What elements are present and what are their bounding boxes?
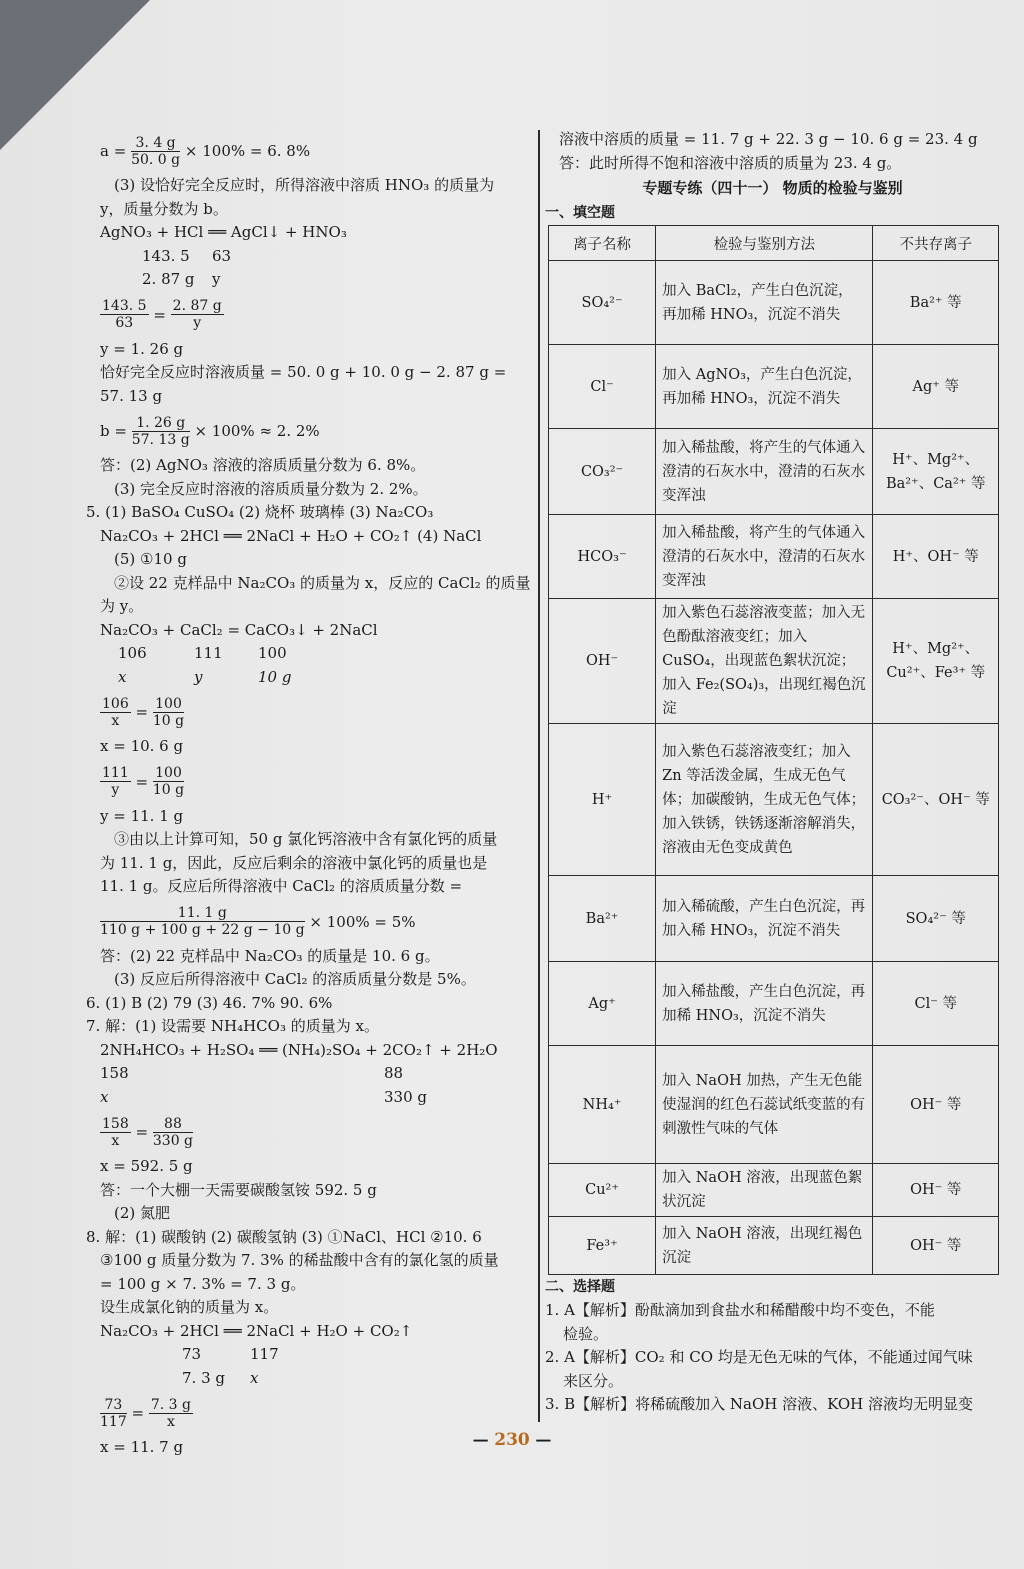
- part-heading: 一、填空题: [545, 205, 615, 221]
- formula-a: [100, 128, 532, 174]
- equation-line: AgNO₃ + HCl ══ AgCl↓ + HNO₃: [100, 223, 347, 241]
- denominator: 63: [115, 315, 134, 331]
- text-line: (3) 反应后所得溶液中 CaCl₂ 的溶质质量分数是 5%。: [114, 970, 476, 988]
- coexist-cell: OH⁻ 等: [873, 1164, 999, 1217]
- text-line: (3) 设恰好完全反应时，所得溶液中溶质 HNO₃ 的质量为: [114, 176, 495, 194]
- proportion: [100, 689, 532, 735]
- formula-rhs: × 100% ≈ 2. 2%: [194, 422, 320, 440]
- numerator: 73: [100, 1397, 127, 1414]
- fraction: [153, 765, 184, 798]
- mass-row: [100, 1062, 532, 1086]
- coexist-cell: SO₄²⁻ 等: [873, 876, 999, 962]
- column-header: 离子名称: [549, 226, 656, 261]
- numerator: 100: [153, 765, 184, 782]
- text-line: y，质量分数为 b。: [100, 199, 228, 218]
- denominator: 110 g + 100 g + 22 g − 10 g: [100, 922, 305, 938]
- table-row: [549, 962, 999, 1046]
- text-line: (5) ①10 g: [114, 550, 187, 568]
- numerator: 111: [102, 765, 129, 781]
- text-line: 为 11. 1 g，因此，反应后剩余的溶液中氯化钙的质量也是: [100, 853, 488, 872]
- equals-sign: =: [135, 703, 149, 721]
- text-line: 来区分。: [563, 1371, 624, 1390]
- text-line: (2) 氮肥: [114, 1204, 171, 1222]
- ion-cell: H⁺: [549, 724, 656, 876]
- denominator: 10 g: [152, 712, 185, 729]
- equals-sign: =: [135, 1123, 149, 1141]
- table-row: [549, 1164, 999, 1217]
- mass-value: 63: [212, 246, 232, 265]
- formula-lhs: b =: [100, 422, 127, 440]
- mass-value: 117: [250, 1345, 279, 1363]
- left-column: [86, 128, 532, 1460]
- method-cell: 加入紫色石蕊溶液变蓝；加入无色酚酞溶液变红；加入 CuSO₄，出现蓝色絮状沉淀；加入 Fe₂(SO₄)₃，出现红褐色沉淀: [656, 599, 873, 724]
- proportion: [100, 759, 532, 805]
- proportion: [100, 1109, 532, 1155]
- equals-sign: =: [135, 772, 149, 791]
- ion-cell: SO₄²⁻: [549, 261, 656, 345]
- section-title: 专题专练（四十一） 物质的检验与鉴别: [642, 179, 903, 197]
- text-line: 1. A【解析】酚酞滴加到食盐水和稀醋酸中均不变色，不能: [545, 1301, 935, 1319]
- ion-cell: Ba²⁺: [549, 876, 656, 962]
- equals-sign: =: [153, 305, 166, 324]
- text-line: 设生成氯化钠的质量为 x。: [100, 1298, 279, 1316]
- table-row: [549, 429, 999, 515]
- mass-row: [100, 245, 532, 269]
- text-line: 溶液中溶质的质量 = 11. 7 g + 22. 3 g − 10. 6 g = 23. 4 g: [559, 130, 978, 148]
- text-line: 答：(2) AgNO₃ 溶液的溶质质量分数为 6. 8%。: [100, 456, 426, 474]
- ion-cell: CO₃²⁻: [549, 429, 656, 515]
- ion-cell: Fe³⁺: [549, 1217, 656, 1275]
- equals-sign: =: [131, 1404, 145, 1422]
- mass-value: 330 g: [384, 1087, 428, 1106]
- text-line: (3) 完全反应时溶液的溶质质量分数为 2. 2%。: [114, 479, 428, 498]
- mass-value: x: [250, 1368, 259, 1387]
- denominator: 117: [100, 1413, 127, 1430]
- denominator: y: [111, 782, 120, 798]
- denominator: 50. 0 g: [131, 151, 181, 168]
- text-line: 答：(2) 22 克样品中 Na₂CO₃ 的质量是 10. 6 g。: [100, 946, 440, 965]
- right-column: [545, 128, 1000, 1417]
- mass-value: 100: [258, 644, 287, 662]
- mass-value: 73: [182, 1345, 202, 1363]
- mass-value: 7. 3 g: [182, 1368, 225, 1387]
- fraction: [100, 696, 131, 729]
- text-line: 答：一个大棚一天需要碳酸氢铵 592. 5 g: [100, 1180, 377, 1199]
- coexist-cell: Ba²⁺ 等: [873, 261, 999, 345]
- formula-rhs: × 100% = 6. 8%: [184, 142, 311, 160]
- mass-value: 88: [384, 1064, 404, 1082]
- text-line: x = 592. 5 g: [100, 1157, 193, 1175]
- ion-table: [548, 225, 999, 1275]
- denominator: 10 g: [152, 782, 185, 798]
- denominator: 57. 13 g: [131, 431, 190, 448]
- mass-value: x: [118, 667, 127, 686]
- equation-line: 2NH₄HCO₃ + H₂SO₄ ══ (NH₄)₂SO₄ + 2CO₂↑ + 2H₂O: [100, 1040, 498, 1059]
- denominator: x: [166, 1413, 175, 1430]
- text-line: 2. A【解析】CO₂ 和 CO 均是无色无味的气体，不能通过闻气味: [545, 1348, 973, 1366]
- formula-rhs: × 100% = 5%: [309, 912, 416, 931]
- table-row: [549, 345, 999, 429]
- numerator: 7. 3 g: [150, 1396, 192, 1413]
- ion-cell: NH₄⁺: [549, 1046, 656, 1164]
- text-line: ③100 g 质量分数为 7. 3% 的稀盐酸中含有的氯化氢的质量: [100, 1251, 499, 1269]
- table-header-row: [549, 226, 999, 261]
- text-line: 57. 13 g: [100, 386, 163, 405]
- table-row: [549, 724, 999, 876]
- fraction: [100, 298, 149, 331]
- ion-cell: OH⁻: [549, 599, 656, 724]
- column-header: 不共存离子: [873, 226, 999, 261]
- text-line: 6. (1) B (2) 79 (3) 46. 7% 90. 6%: [86, 993, 333, 1012]
- mass-row: [100, 666, 532, 690]
- method-cell: 加入紫色石蕊溶液变红；加入 Zn 等活泼金属，生成无色气体；加碳酸钠，生成无色气体；加入铁锈，铁锈逐渐溶解消失，溶液由无色变成黄色: [656, 724, 873, 876]
- text-line: = 100 g × 7. 3% = 7. 3 g。: [100, 1274, 306, 1293]
- mass-row: [100, 1343, 532, 1367]
- equation-line: Na₂CO₃ + 2HCl ══ 2NaCl + H₂O + CO₂↑: [100, 1321, 413, 1340]
- text-line: ③由以上计算可知，50 g 氯化钙溶液中含有氯化钙的质量: [114, 830, 498, 848]
- text-line: 5. (1) BaSO₄ CuSO₄ (2) 烧杯 玻璃棒 (3) Na₂CO₃: [86, 503, 434, 521]
- page-footer: — 230 —: [472, 1430, 552, 1450]
- fraction: [153, 1116, 193, 1149]
- denominator: 330 g: [152, 1132, 194, 1149]
- mass-value: 106: [118, 644, 147, 662]
- equation-line: Na₂CO₃ + 2HCl ══ 2NaCl + H₂O + CO₂↑ (4) NaCl: [100, 526, 482, 545]
- numerator: 100: [153, 696, 184, 713]
- table-body: [549, 261, 999, 1275]
- mass-value: y: [212, 270, 221, 288]
- method-cell: 加入稀盐酸，产生白色沉淀，再加稀 HNO₃，沉淀不消失: [656, 962, 873, 1046]
- denominator: y: [193, 315, 202, 331]
- text-line: 7. 解：(1) 设需要 NH₄HCO₃ 的质量为 x。: [86, 1017, 379, 1035]
- ion-cell: Cl⁻: [549, 345, 656, 429]
- text-line: 11. 1 g。反应后所得溶液中 CaCl₂ 的溶质质量分数 =: [100, 877, 463, 895]
- denominator: x: [111, 712, 120, 729]
- ion-cell: Cu²⁺: [549, 1164, 656, 1217]
- coexist-cell: Ag⁺ 等: [873, 345, 999, 429]
- mass-row: [100, 268, 532, 292]
- text-line: 恰好完全反应时溶液质量 = 50. 0 g + 10. 0 g − 2. 87 g =: [100, 363, 507, 381]
- fraction: [131, 135, 180, 168]
- mass-value: x: [100, 1087, 109, 1106]
- numerator: 2. 87 g: [172, 298, 222, 314]
- numerator: 143. 5: [102, 298, 147, 314]
- numerator: 1. 26 g: [132, 415, 190, 432]
- text-line: ②设 22 克样品中 Na₂CO₃ 的质量为 x，反应的 CaCl₂ 的质量: [114, 573, 531, 592]
- method-cell: 加入稀盐酸，将产生的气体通入澄清的石灰水中，澄清的石灰水变浑浊: [656, 515, 873, 599]
- coexist-cell: H⁺、Mg²⁺、Ba²⁺、Ca²⁺ 等: [873, 429, 999, 515]
- proportion: [100, 292, 532, 338]
- table-row: [549, 261, 999, 345]
- fraction: [153, 696, 184, 729]
- method-cell: 加入 AgNO₃，产生白色沉淀，再加稀 HNO₃，沉淀不消失: [656, 345, 873, 429]
- numerator: 106: [102, 695, 129, 712]
- table-row: [549, 515, 999, 599]
- fraction: [171, 298, 224, 331]
- fraction: [100, 905, 305, 938]
- text-line: x = 11. 7 g: [100, 1438, 184, 1456]
- coexist-cell: Cl⁻ 等: [873, 962, 999, 1046]
- method-cell: 加入 BaCl₂，产生白色沉淀，再加稀 HNO₃，沉淀不消失: [656, 261, 873, 345]
- mass-value: 143. 5: [142, 246, 190, 265]
- mass-row: [100, 1367, 532, 1391]
- page-number: 230: [494, 1430, 530, 1450]
- method-cell: 加入稀盐酸，将产生的气体通入澄清的石灰水中，澄清的石灰水变浑浊: [656, 429, 873, 515]
- numerator: 158: [102, 1115, 129, 1132]
- method-cell: 加入稀硫酸，产生白色沉淀，再加入稀 HNO₃，沉淀不消失: [656, 876, 873, 962]
- numerator: 11. 1 g: [100, 905, 305, 922]
- column-header: 检验与鉴别方法: [656, 226, 873, 261]
- text-line: y = 1. 26 g: [100, 339, 184, 358]
- table-row: [549, 1217, 999, 1275]
- text-line: 8. 解：(1) 碳酸钠 (2) 碳酸氢钠 (3) ①NaCl、HCl ②10. 6: [86, 1227, 482, 1246]
- method-cell: 加入 NaOH 溶液，出现红褐色沉淀: [656, 1217, 873, 1275]
- formula-b: [100, 408, 532, 454]
- text-line: 为 y。: [100, 597, 144, 615]
- coexist-cell: OH⁻ 等: [873, 1217, 999, 1275]
- part-heading: 二、选择题: [545, 1279, 615, 1295]
- table-row: [549, 599, 999, 724]
- mass-value: 2. 87 g: [142, 270, 195, 288]
- fraction: [100, 1116, 131, 1149]
- mass-value: 111: [194, 644, 223, 662]
- method-cell: 加入 NaOH 溶液，出现蓝色絮状沉淀: [656, 1164, 873, 1217]
- method-cell: 加入 NaOH 加热，产生无色能使湿润的红色石蕊试纸变蓝的有刺激性气味的气体: [656, 1046, 873, 1164]
- text-line: 3. B【解析】将稀硫酸加入 NaOH 溶液、KOH 溶液均无明显变: [545, 1395, 974, 1413]
- text-line: x = 10. 6 g: [100, 737, 184, 755]
- coexist-cell: H⁺、OH⁻ 等: [873, 515, 999, 599]
- fraction: [100, 1397, 127, 1430]
- ion-cell: HCO₃⁻: [549, 515, 656, 599]
- fraction: [132, 415, 190, 448]
- mass-value: 10 g: [258, 667, 292, 686]
- numerator: 88: [153, 1116, 193, 1133]
- formula-lhs: a =: [100, 142, 127, 160]
- text-line: 检验。: [563, 1324, 609, 1343]
- mass-row: [100, 642, 532, 666]
- text-line: 答：此时所得不饱和溶液中溶质的质量为 23. 4 g。: [559, 153, 902, 172]
- coexist-cell: OH⁻ 等: [873, 1046, 999, 1164]
- formula-percent: [100, 899, 532, 945]
- table-row: [549, 1046, 999, 1164]
- numerator: 3. 4 g: [131, 135, 180, 152]
- fraction: [149, 1397, 193, 1430]
- table-row: [549, 876, 999, 962]
- equation-line: Na₂CO₃ + CaCl₂ = CaCO₃↓ + 2NaCl: [100, 620, 378, 639]
- coexist-cell: CO₃²⁻、OH⁻ 等: [873, 724, 999, 876]
- ion-cell: Ag⁺: [549, 962, 656, 1046]
- mass-row: [100, 1086, 532, 1110]
- column-divider: [538, 130, 540, 1422]
- denominator: x: [111, 1132, 120, 1149]
- coexist-cell: H⁺、Mg²⁺、Cu²⁺、Fe³⁺ 等: [873, 599, 999, 724]
- mass-value: 158: [100, 1064, 129, 1082]
- text-line: y = 11. 1 g: [100, 806, 184, 825]
- fraction: [100, 765, 131, 798]
- mass-value: y: [194, 667, 203, 686]
